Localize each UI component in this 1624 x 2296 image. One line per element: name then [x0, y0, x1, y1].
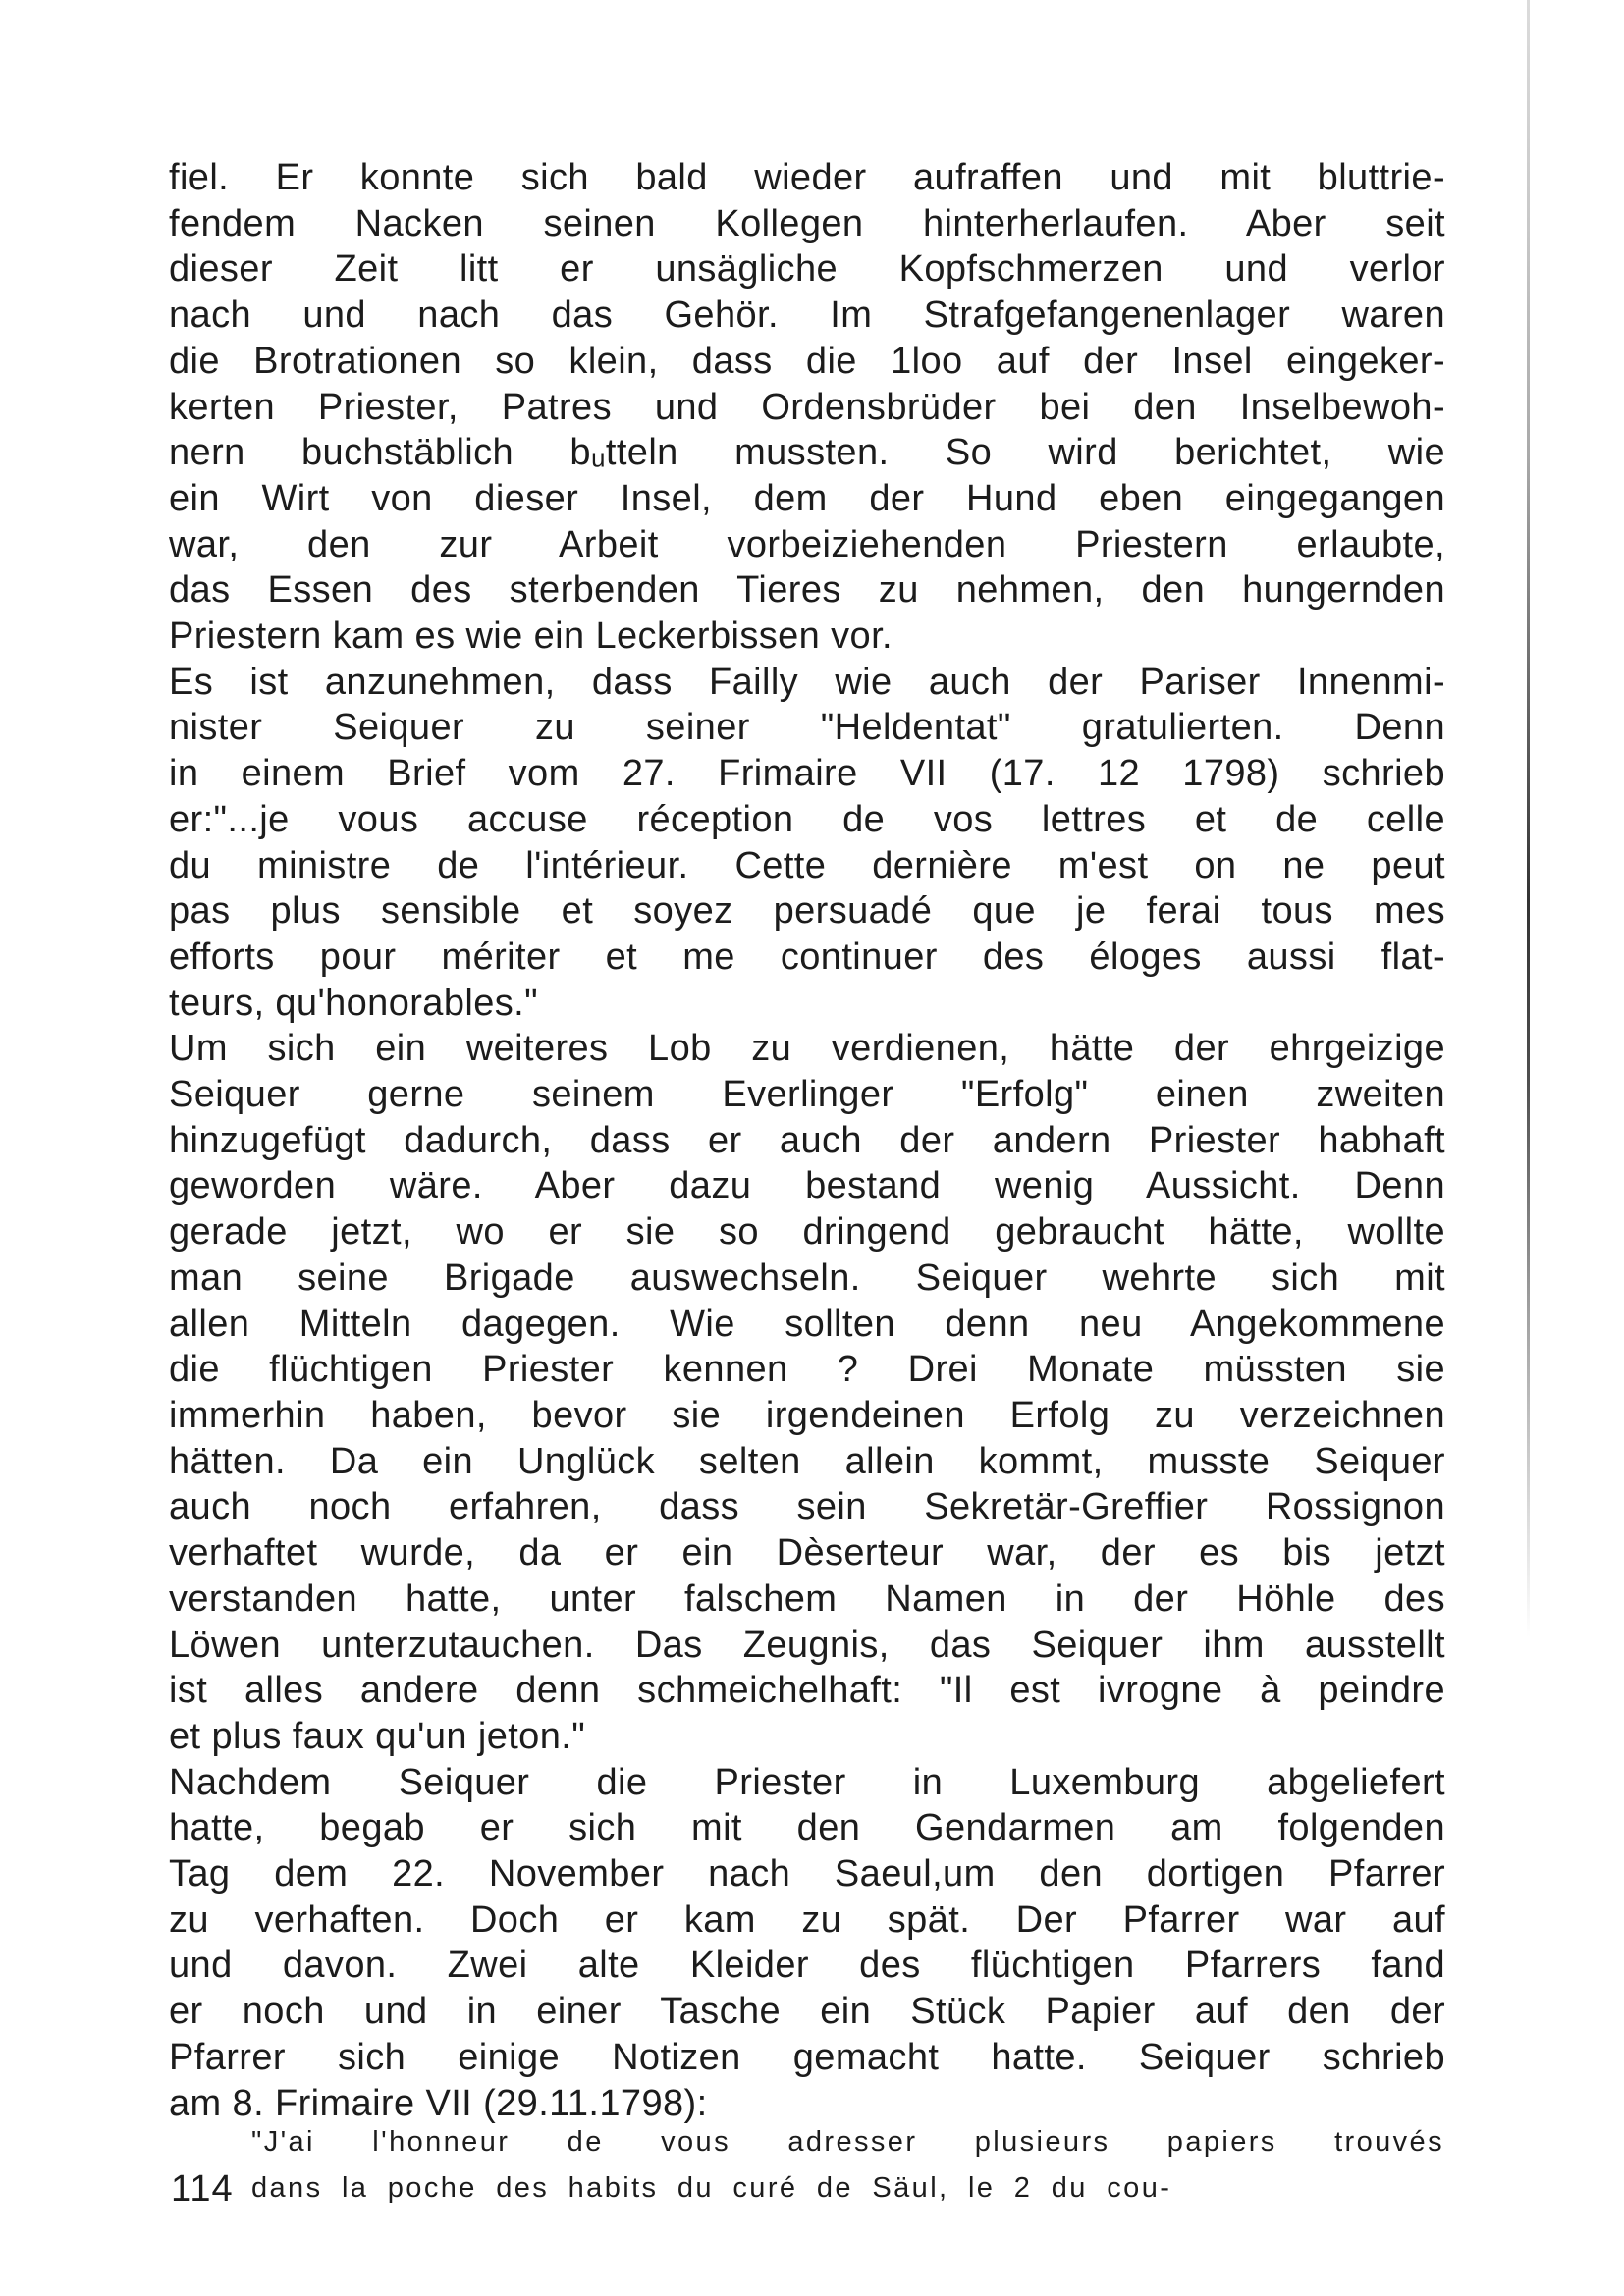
text-line: Um sich ein weiteres Lob zu verdienen, hätte der ehrgeizige — [169, 1028, 1445, 1070]
text-line: er noch und in einer Tasche ein Stück Papier auf den der — [169, 1991, 1445, 2033]
text-line: die flüchtigen Priester kennen ? Drei Monate müssten sie — [169, 1349, 1445, 1391]
text-line: verstanden hatte, unter falschem Namen in der Höhle des — [169, 1577, 1445, 1620]
text-line: hätten. Da ein Unglück selten allein kommt, musste Seiquer — [169, 1440, 1445, 1482]
body-text — [169, 155, 1445, 2126]
text-line: fiel. Er konnte sich bald wieder aufraffen und mit bluttrie- — [169, 157, 1445, 198]
text-line: Priestern kam es wie ein Leckerbissen vor. — [169, 615, 893, 658]
text-line: war, den zur Arbeit vorbeiziehenden Priestern erlaubte, — [169, 523, 1445, 565]
quote-block — [251, 2119, 1444, 2211]
text-line: nister Seiquer zu seiner "Heldentat" gratulierten. Denn — [169, 707, 1445, 749]
text-line: Tag dem 22. November nach Saeul,um den dortigen Pfarrer — [169, 1853, 1445, 1896]
text-line: Seiquer gerne seinem Everlinger "Erfolg" einen zweiten — [169, 1074, 1445, 1116]
page-number: 114 — [171, 2168, 234, 2210]
text-line: hatte, begab er sich mit den Gendarmen am folgenden — [169, 1807, 1445, 1849]
text-line: hinzugefügt dadurch, dass er auch der andern Priester habhaft — [169, 1119, 1445, 1161]
text-line: gerade jetzt, wo er sie so dringend gebraucht hätte, wollte — [169, 1211, 1445, 1254]
text-line: und davon. Zwei alte Kleider des flüchtigen Pfarrers fand — [169, 1945, 1445, 1987]
text-line: die Brotrationen so klein, dass die 1loo auf der Insel eingeker- — [169, 340, 1445, 382]
text-line: kerten Priester, Patres und Ordensbrüder bei den Inselbewoh- — [169, 386, 1445, 428]
text-line: fendem Nacken seinen Kollegen hinterherlaufen. Aber seit — [169, 202, 1445, 244]
text-line: Nachdem Seiquer die Priester in Luxemburg abgeliefert — [169, 1761, 1445, 1803]
text-line: Löwen unterzutauchen. Das Zeugnis, das Seiquer ihm ausstellt — [169, 1624, 1445, 1666]
text-line: zu verhaften. Doch er kam zu spät. Der Pfarrer war auf — [169, 1898, 1445, 1941]
text-line: am 8. Frimaire VII (29.11.1798): — [169, 2082, 708, 2124]
text-line: Pfarrer sich einige Notizen gemacht hatte. Seiquer schrieb — [169, 2036, 1445, 2078]
text-line: et plus faux qu'un jeton." — [169, 1715, 586, 1757]
text-line: in einem Brief vom 27. Frimaire VII (17. 12 1798) schrieb — [169, 753, 1445, 795]
text-line: man seine Brigade auswechseln. Seiquer wehrte sich mit — [169, 1256, 1445, 1299]
text-line: dans la poche des habits du curé de Säul, le 2 du cou- — [251, 2171, 1172, 2204]
text-line: allen Mitteln dagegen. Wie sollten denn neu Angekommene — [169, 1303, 1445, 1345]
text-line: dieser Zeit litt er unsägliche Kopfschmerzen und verlor — [169, 248, 1445, 291]
text-line: du ministre de l'intérieur. Cette dernière m'est on ne peut — [169, 844, 1445, 886]
text-line: immerhin haben, bevor sie irgendeinen Erfolg zu verzeichnen — [169, 1394, 1445, 1436]
text-line: efforts pour mériter et me continuer des éloges aussi flat- — [169, 935, 1445, 978]
text-line: Es ist anzunehmen, dass Failly wie auch der Pariser Innenmi- — [169, 661, 1445, 703]
text-line: geworden wäre. Aber dazu bestand wenig Aussicht. Denn — [169, 1165, 1445, 1207]
text-line: das Essen des sterbenden Tieres zu nehmen, den hungernden — [169, 569, 1445, 612]
text-line: pas plus sensible et soyez persuadé que je ferai tous mes — [169, 890, 1445, 933]
text-line: verhaftet wurde, da er ein Dèserteur war, der es bis jetzt — [169, 1532, 1445, 1575]
text-line: ein Wirt von dieser Insel, dem der Hund eben eingegangen — [169, 477, 1445, 519]
text-line: teurs, qu'honorables." — [169, 982, 538, 1024]
text-line: nach und nach das Gehör. Im Strafgefangenenlager waren — [169, 294, 1445, 337]
text-line: "J'ai l'honneur de vous adresser plusieurs papiers trouvés — [251, 2126, 1444, 2158]
text-line: nern buchstäblich bᵤtteln mussten. So wird berichtet, wie — [169, 432, 1445, 474]
text-line: auch noch erfahren, dass sein Sekretär-Greffier Rossignon — [169, 1486, 1445, 1528]
text-line: er:"...je vous accuse réception de vos lettres et de celle — [169, 798, 1445, 840]
scan-fold-line — [1527, 0, 1530, 1637]
text-line: ist alles andere denn schmeichelhaft: "Il est ivrogne à peindre — [169, 1670, 1445, 1712]
